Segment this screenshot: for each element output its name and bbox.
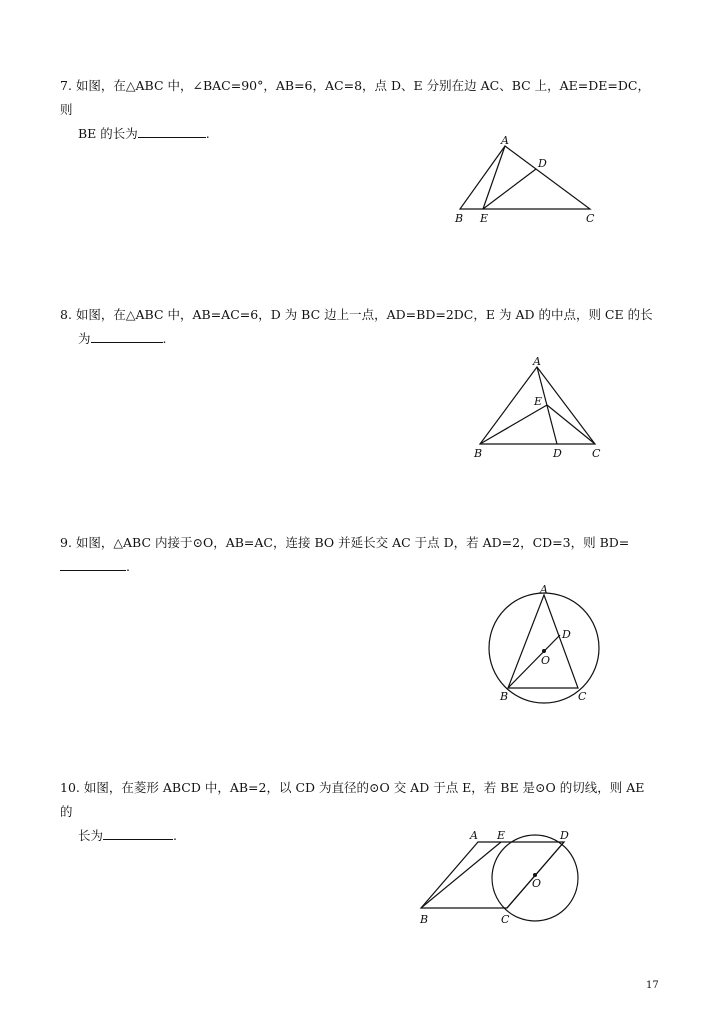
label-o: O xyxy=(541,654,551,667)
segment-be xyxy=(480,405,547,444)
label-c: C xyxy=(592,447,601,460)
answer-blank-9[interactable] xyxy=(60,557,126,571)
segment-bd xyxy=(508,635,560,688)
answer-blank-7[interactable] xyxy=(138,124,206,138)
answer-blank-8[interactable] xyxy=(91,329,163,343)
figure-8 xyxy=(470,353,610,463)
label-e: E xyxy=(497,829,506,842)
page-number: 17 xyxy=(646,980,659,991)
figure-7 xyxy=(450,132,610,232)
label-b: B xyxy=(474,447,483,460)
segment-be xyxy=(421,842,501,908)
segment-ed xyxy=(483,169,536,209)
segment-ec xyxy=(547,405,595,444)
label-d: D xyxy=(562,628,571,641)
question-8 xyxy=(60,303,660,351)
question-9-period: . xyxy=(126,559,130,574)
question-10-period: . xyxy=(173,828,177,843)
question-7-line2-prefix: BE 的长为 xyxy=(78,126,138,141)
label-b: B xyxy=(420,913,429,926)
label-d: D xyxy=(560,829,569,842)
label-a: A xyxy=(540,583,548,596)
answer-blank-10[interactable] xyxy=(103,826,173,840)
label-c: C xyxy=(501,913,510,926)
label-b: B xyxy=(455,212,464,225)
label-a: A xyxy=(533,355,541,368)
question-7-period: . xyxy=(205,126,210,141)
question-8-period: . xyxy=(162,331,167,346)
question-10-line2-prefix: 长为 xyxy=(78,828,104,843)
label-o: O xyxy=(532,877,542,890)
question-9-line1-prefix: 9. 如图，△ABC 内接于⊙O，AB=AC，连接 BO 并延长交 AC 于点 D，若 AD=2，CD=3，则 BD= xyxy=(60,535,630,550)
question-10-line1: 10. 如图，在菱形 ABCD 中，AB=2，以 CD 为直径的⊙O 交 AD 于点 E，若 BE 是⊙O 的切线，则 AE 的 xyxy=(60,780,645,819)
question-7-line1: 7. 如图，在△ABC 中，∠BAC=90°，AB=6，AC=8，点 D、E 分别在边 AC、BC 上，AE=DE=DC，则 xyxy=(60,78,650,117)
label-e: E xyxy=(480,212,489,225)
label-d: D xyxy=(553,447,562,460)
label-d: D xyxy=(538,157,547,170)
label-c: C xyxy=(578,690,587,703)
segment-ae xyxy=(483,146,505,209)
label-a: A xyxy=(470,829,478,842)
question-9 xyxy=(60,531,660,579)
label-b: B xyxy=(500,690,509,703)
question-8-line1: 8. 如图，在△ABC 中，AB=AC=6，D 为 BC 边上一点，AD=BD=2DC，E 为 AD 的中点，则 CE 的长 xyxy=(60,307,653,322)
label-c: C xyxy=(586,212,595,225)
label-a: A xyxy=(501,134,509,147)
label-e: E xyxy=(534,395,543,408)
figure-10 xyxy=(415,825,590,930)
question-8-line2-prefix: 为 xyxy=(78,331,91,346)
center-point-o xyxy=(542,649,546,653)
figure-9 xyxy=(480,582,620,707)
circle-o xyxy=(489,593,599,703)
triangle-abc xyxy=(508,595,578,688)
